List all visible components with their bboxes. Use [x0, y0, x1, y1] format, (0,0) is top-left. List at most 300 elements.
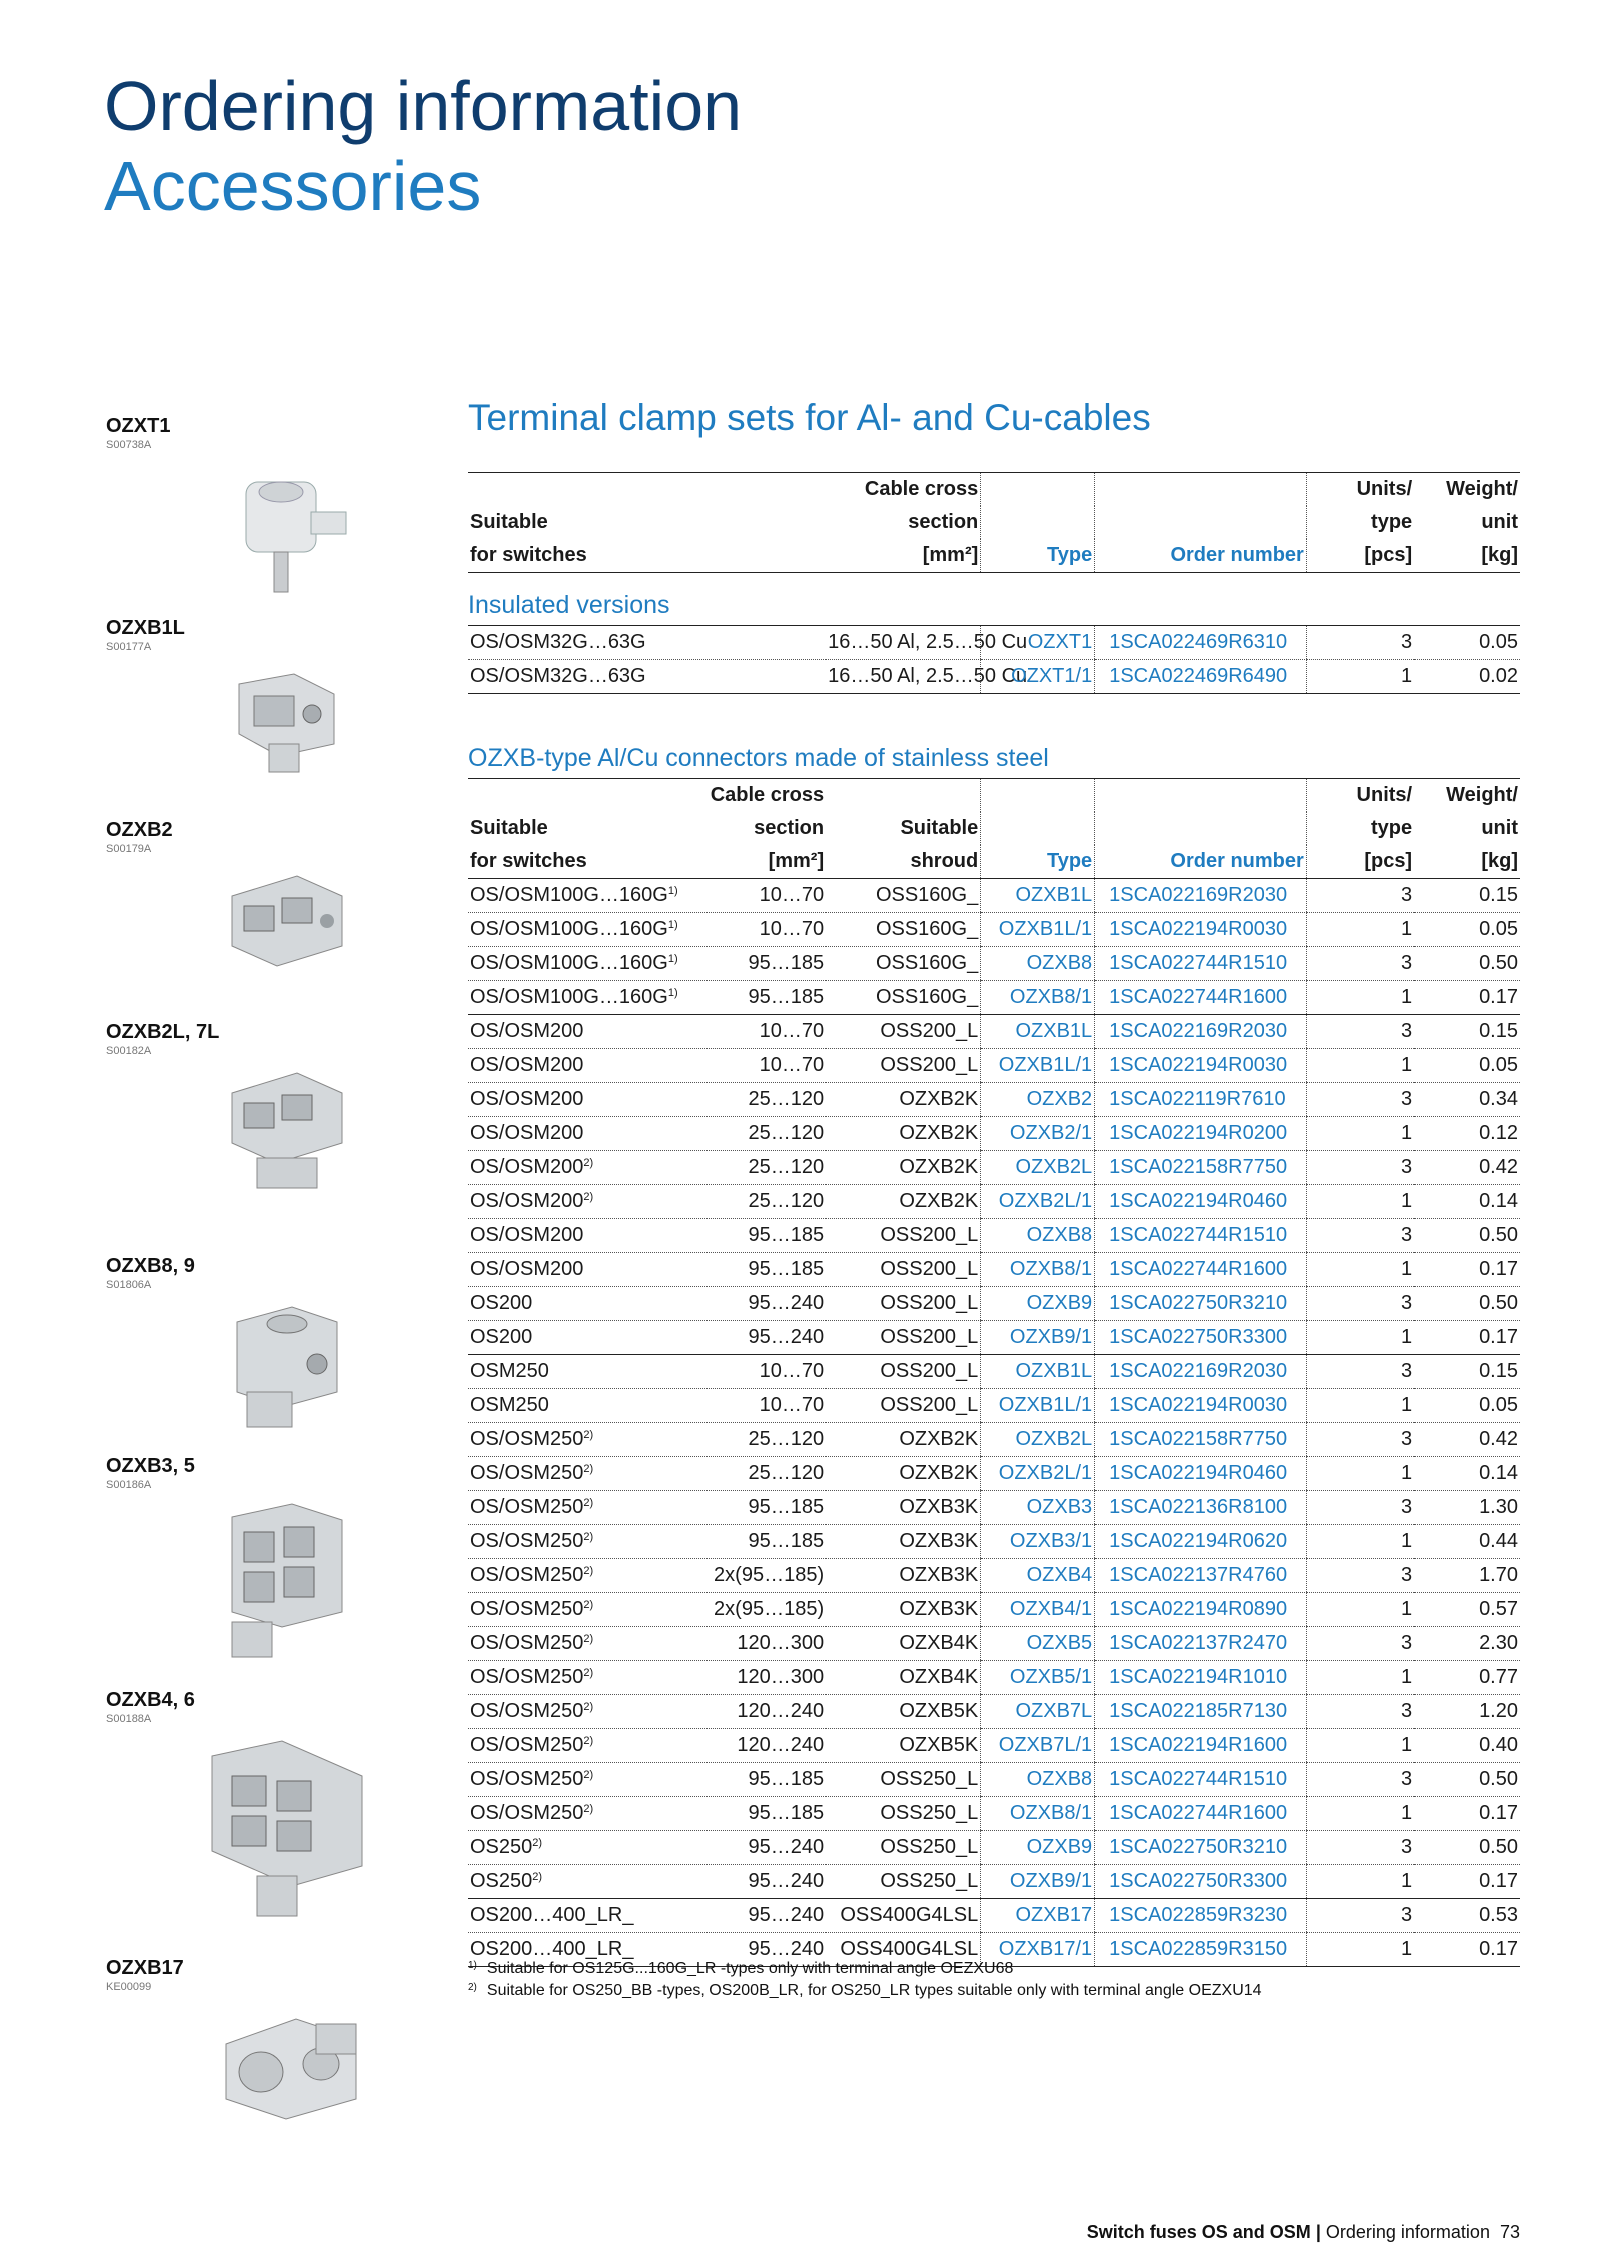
switch-name: OS250 [470, 1836, 533, 1858]
cell-weight: 0.53 [1414, 1899, 1520, 1933]
header-row [468, 812, 1520, 845]
cell-switch [468, 1015, 707, 1049]
cell-section: 16…50 Al, 2.5…50 Cu [826, 626, 981, 660]
header-cell: for switches [468, 539, 826, 573]
footnote-ref: 2) [583, 1803, 594, 1815]
header-cell: Suitable [900, 817, 979, 839]
cell-switch: OS/OSM32G…63G [468, 626, 826, 660]
cell-switch [468, 1661, 707, 1695]
footnote-ref: 2) [583, 1735, 594, 1747]
cell-shroud: OZXB2K [826, 1151, 981, 1185]
cell-switch [468, 1117, 707, 1151]
table-row [468, 1355, 1520, 1389]
table-row [468, 1729, 1520, 1763]
connector-image [222, 1302, 352, 1432]
header-cell: Suitable [470, 511, 548, 533]
cell-order-number: 1SCA022194R1010 [1095, 1661, 1307, 1695]
cell-section: 95…185 [707, 1219, 826, 1253]
cell-type: OZXB2L/1 [981, 1457, 1095, 1491]
cell-weight: 0.05 [1414, 626, 1520, 660]
switch-name: OS/OSM250 [470, 1462, 584, 1484]
cell-type: OZXB2L/1 [981, 1185, 1095, 1219]
cell-order-number: 1SCA022750R3300 [1095, 1321, 1307, 1355]
cell-switch [468, 1423, 707, 1457]
cell-type: OZXB1L [981, 879, 1095, 913]
cell-switch [468, 947, 707, 981]
cell-shroud: OSS400G4LSL [826, 1899, 981, 1933]
cell-type: OZXB9/1 [981, 1321, 1095, 1355]
cell-units: 3 [1306, 1083, 1414, 1117]
cell-weight: 0.50 [1414, 1831, 1520, 1865]
cell-section: 120…240 [707, 1729, 826, 1763]
header-cell [468, 473, 826, 507]
product-code: S00179A [106, 843, 152, 855]
cell-switch [468, 1831, 707, 1865]
cell-order-number: 1SCA022194R1600 [1095, 1729, 1307, 1763]
footnote-ref: 1) [667, 953, 678, 965]
header-row [468, 779, 1520, 813]
cell-shroud: OZXB2K [826, 1117, 981, 1151]
cell-weight: 0.14 [1414, 1185, 1520, 1219]
table-row [468, 1491, 1520, 1525]
cell-shroud: OZXB3K [826, 1559, 981, 1593]
table-row [468, 1287, 1520, 1321]
switch-name: OS/OSM100G…160G [470, 918, 668, 940]
cell-order-number: 1SCA022744R1600 [1095, 1253, 1307, 1287]
header-cell [1095, 506, 1307, 539]
cell-type: OZXB8 [981, 947, 1095, 981]
footer-separator: | [1315, 2222, 1321, 2242]
header-cell: shroud [826, 845, 981, 879]
header-cell: Weight/ [1414, 473, 1520, 507]
switch-name: OS/OSM250 [470, 1428, 584, 1450]
switch-name: OS/OSM100G…160G [470, 986, 668, 1008]
footnote-mark: 2) [468, 1982, 477, 1993]
cell-weight: 0.50 [1414, 1763, 1520, 1797]
header-cell [1095, 812, 1307, 845]
cell-switch [468, 1491, 707, 1525]
cell-weight: 0.12 [1414, 1117, 1520, 1151]
cell-order-number: 1SCA022185R7130 [1095, 1695, 1307, 1729]
cell-order-number: 1SCA022744R1510 [1095, 947, 1307, 981]
cell-units: 3 [1306, 1015, 1414, 1049]
switch-name: OS/OSM200 [470, 1190, 584, 1212]
cell-section: 10…70 [707, 1049, 826, 1083]
cell-weight: 0.05 [1414, 913, 1520, 947]
cell-switch [468, 1219, 707, 1253]
cell-switch [468, 1593, 707, 1627]
cell-weight: 0.50 [1414, 1219, 1520, 1253]
table-row [468, 1899, 1520, 1933]
product-name: OZXB2L, 7L [106, 1021, 220, 1043]
cell-order-number: 1SCA022859R3150 [1095, 1933, 1307, 1967]
footnote-ref: 2) [583, 1565, 594, 1577]
cell-shroud: OSS200_L [826, 1355, 981, 1389]
header-cell [826, 779, 981, 813]
header-cell: [pcs] [1306, 539, 1414, 573]
cell-section: 95…240 [707, 1831, 826, 1865]
cell-weight: 0.42 [1414, 1423, 1520, 1457]
cell-units: 3 [1306, 947, 1414, 981]
connector-image [222, 866, 352, 976]
header-row [468, 539, 1520, 573]
cell-order-number: 1SCA022119R7610 [1095, 1083, 1307, 1117]
cell-units: 3 [1306, 1627, 1414, 1661]
insulated-subtitle: Insulated versions [468, 585, 1520, 626]
cell-units: 1 [1306, 1049, 1414, 1083]
header-row [468, 473, 1520, 507]
cell-switch [468, 1865, 707, 1899]
title-line-1: Ordering information [104, 67, 743, 145]
cell-shroud: OSS200_L [826, 1049, 981, 1083]
header-cell: [mm²] [826, 539, 981, 573]
cell-order-number: 1SCA022194R0030 [1095, 913, 1307, 947]
cell-type: OZXB4/1 [981, 1593, 1095, 1627]
switch-name: OS200…400_LR_ [470, 1904, 634, 1926]
cell-weight: 0.15 [1414, 1355, 1520, 1389]
cell-weight: 0.17 [1414, 1865, 1520, 1899]
cell-type: OZXB9 [981, 1831, 1095, 1865]
switch-name: OS/OSM200 [470, 1258, 584, 1280]
cell-type: OZXB17/1 [981, 1933, 1095, 1967]
cell-order-number: 1SCA022158R7750 [1095, 1423, 1307, 1457]
cell-order-number: 1SCA022137R4760 [1095, 1559, 1307, 1593]
cell-weight: 0.17 [1414, 1797, 1520, 1831]
table-row [468, 913, 1520, 947]
cell-weight: 0.17 [1414, 1253, 1520, 1287]
footnote-ref: 1) [667, 885, 678, 897]
cell-switch [468, 1049, 707, 1083]
cell-order-number: 1SCA022194R0620 [1095, 1525, 1307, 1559]
cell-switch [468, 1763, 707, 1797]
cell-switch [468, 1899, 707, 1933]
cell-units: 1 [1306, 1933, 1414, 1967]
cell-shroud: OZXB2K [826, 1457, 981, 1491]
cell-weight: 0.05 [1414, 1049, 1520, 1083]
cell-shroud: OZXB4K [826, 1661, 981, 1695]
product-ozxb2l-7l [106, 1020, 316, 1193]
cell-type: OZXB7L/1 [981, 1729, 1095, 1763]
insulated-table [468, 472, 1520, 694]
cell-section: 95…185 [707, 1253, 826, 1287]
footer-section: Ordering information [1325, 2222, 1490, 2242]
cell-type: OZXB5 [981, 1627, 1095, 1661]
connector-image [206, 2004, 366, 2134]
header-cell: [kg] [1414, 539, 1520, 573]
cell-weight: 1.70 [1414, 1559, 1520, 1593]
product-ozxb1l [106, 616, 316, 774]
header-cell: Suitable [470, 817, 548, 839]
footnote-ref: 2) [583, 1429, 594, 1441]
cell-order-number: 1SCA022169R2030 [1095, 879, 1307, 913]
cell-shroud: OZXB5K [826, 1729, 981, 1763]
connector-image [224, 664, 354, 774]
cell-order-number: 1SCA022158R7750 [1095, 1151, 1307, 1185]
product-name: OZXB8, 9 [106, 1255, 195, 1277]
cell-order-number: 1SCA022194R0030 [1095, 1389, 1307, 1423]
product-code: S00738A [106, 439, 152, 451]
cell-weight: 0.34 [1414, 1083, 1520, 1117]
cell-weight: 0.17 [1414, 1321, 1520, 1355]
switch-name: OS200…400_LR_ [470, 1938, 634, 1960]
cell-weight: 0.15 [1414, 879, 1520, 913]
footnote-2 [468, 1980, 1262, 2002]
cell-type: OZXB8 [981, 1763, 1095, 1797]
product-name: OZXB1L [106, 617, 185, 639]
cell-weight: 1.30 [1414, 1491, 1520, 1525]
footnote-mark: 1) [468, 1960, 477, 1971]
cell-order-number: 1SCA022469R6310 [1095, 626, 1307, 660]
cell-section: 120…300 [707, 1661, 826, 1695]
header-row [468, 845, 1520, 879]
product-name: OZXT1 [106, 415, 171, 437]
table-row [468, 1695, 1520, 1729]
cell-section: 120…300 [707, 1627, 826, 1661]
footnote-ref: 2) [583, 1191, 594, 1203]
cell-switch [468, 1797, 707, 1831]
table-row [468, 1219, 1520, 1253]
switch-name: OS/OSM250 [470, 1496, 584, 1518]
connector-image [202, 1736, 372, 1926]
cell-type: OZXB1L/1 [981, 1389, 1095, 1423]
header-cell: [mm²] [707, 845, 826, 879]
cell-section: 2x(95…185) [707, 1593, 826, 1627]
cell-units: 1 [1306, 913, 1414, 947]
cell-units: 3 [1306, 879, 1414, 913]
product-name: OZXB2 [106, 819, 173, 841]
cell-units: 1 [1306, 1525, 1414, 1559]
cell-shroud: OZXB2K [826, 1083, 981, 1117]
cell-shroud: OSS200_L [826, 1389, 981, 1423]
cell-weight: 0.17 [1414, 981, 1520, 1015]
cell-weight: 0.02 [1414, 660, 1520, 694]
header-cell: Type [981, 845, 1095, 879]
cell-switch [468, 1083, 707, 1117]
switch-name: OS/OSM250 [470, 1734, 584, 1756]
cell-section: 95…240 [707, 1865, 826, 1899]
footnote-ref: 2) [583, 1599, 594, 1611]
cell-units: 3 [1306, 1423, 1414, 1457]
cell-weight: 0.57 [1414, 1593, 1520, 1627]
cell-switch [468, 1389, 707, 1423]
table-row [468, 879, 1520, 913]
cell-units: 3 [1306, 1695, 1414, 1729]
cell-shroud: OSS250_L [826, 1865, 981, 1899]
product-code: S00182A [106, 1045, 152, 1057]
table-row [468, 947, 1520, 981]
cell-section: 25…120 [707, 1151, 826, 1185]
cell-section: 95…240 [707, 1321, 826, 1355]
cell-weight: 0.17 [1414, 1933, 1520, 1967]
cell-units: 3 [1306, 1151, 1414, 1185]
cell-switch [468, 1253, 707, 1287]
cell-section: 25…120 [707, 1457, 826, 1491]
cell-section: 95…185 [707, 947, 826, 981]
cell-units: 3 [1306, 1287, 1414, 1321]
header-cell: Weight/ [1446, 784, 1518, 806]
footnote-ref: 2) [583, 1769, 594, 1781]
switch-name: OSM250 [470, 1394, 549, 1416]
footnote-ref: 1) [667, 919, 678, 931]
page-number: 73 [1499, 2222, 1520, 2242]
header-cell: Units/ [1306, 779, 1414, 813]
cell-shroud: OZXB3K [826, 1593, 981, 1627]
product-code: S01806A [106, 1279, 152, 1291]
table-row [468, 1593, 1520, 1627]
cell-units: 1 [1306, 981, 1414, 1015]
cell-section: 95…240 [707, 1287, 826, 1321]
cell-shroud: OSS200_L [826, 1015, 981, 1049]
cell-switch [468, 1185, 707, 1219]
cell-type: OZXB2 [981, 1083, 1095, 1117]
cell-section: 10…70 [707, 1355, 826, 1389]
table-row [468, 1321, 1520, 1355]
cell-type: OZXB17 [981, 1899, 1095, 1933]
table-row [468, 1865, 1520, 1899]
cell-units: 1 [1306, 1117, 1414, 1151]
cell-section: 95…240 [707, 1933, 826, 1967]
cell-units: 1 [1306, 1457, 1414, 1491]
cell-order-number: 1SCA022194R0200 [1095, 1117, 1307, 1151]
cell-section: 25…120 [707, 1083, 826, 1117]
table-row [468, 1661, 1520, 1695]
switch-name: OS/OSM200 [470, 1088, 584, 1110]
table-row [468, 626, 1520, 660]
cell-order-number: 1SCA022194R0460 [1095, 1457, 1307, 1491]
cell-order-number: 1SCA022744R1600 [1095, 1797, 1307, 1831]
section-title: Terminal clamp sets for Al- and Cu-cables [468, 397, 1151, 438]
cell-units: 1 [1306, 1865, 1414, 1899]
switch-name: OS/OSM250 [470, 1768, 584, 1790]
switch-name: OS/OSM250 [470, 1530, 584, 1552]
cell-shroud: OZXB5K [826, 1695, 981, 1729]
cell-units: 3 [1306, 1219, 1414, 1253]
table-row [468, 1525, 1520, 1559]
cell-shroud: OZXB4K [826, 1627, 981, 1661]
connectors-table [468, 738, 1520, 1967]
cell-type: OZXB3 [981, 1491, 1095, 1525]
switch-name: OS/OSM250 [470, 1632, 584, 1654]
cell-switch [468, 1321, 707, 1355]
cell-type: OZXB9 [981, 1287, 1095, 1321]
cell-order-number: 1SCA022750R3300 [1095, 1865, 1307, 1899]
footnote-ref: 2) [583, 1157, 594, 1169]
header-cell: [pcs] [1306, 845, 1414, 879]
cell-order-number: 1SCA022750R3210 [1095, 1831, 1307, 1865]
cell-type: OZXB3/1 [981, 1525, 1095, 1559]
cell-shroud: OZXB2K [826, 1185, 981, 1219]
cell-order-number: 1SCA022859R3230 [1095, 1899, 1307, 1933]
cell-shroud: OZXB3K [826, 1491, 981, 1525]
cell-switch [468, 1355, 707, 1389]
product-code: S00177A [106, 641, 152, 653]
footnote-text: Suitable for OS250_BB -types, OS200B_LR, for OS250_LR types suitable only with terminal angle OEZXU14 [486, 1982, 1262, 1999]
cell-section: 95…240 [707, 1899, 826, 1933]
header-cell: unit [1481, 511, 1518, 533]
cell-type: OZXB7L [981, 1695, 1095, 1729]
cell-type: OZXB1L/1 [981, 1049, 1095, 1083]
footnote-ref: 2) [583, 1667, 594, 1679]
cell-section: 95…185 [707, 981, 826, 1015]
switch-name: OS200 [470, 1292, 533, 1314]
cell-switch [468, 1151, 707, 1185]
cell-section: 10…70 [707, 1015, 826, 1049]
cell-units: 1 [1306, 660, 1414, 694]
cell-weight: 0.40 [1414, 1729, 1520, 1763]
table-row [468, 660, 1520, 694]
table-row [468, 981, 1520, 1015]
cell-order-number: 1SCA022194R0460 [1095, 1185, 1307, 1219]
cell-section: 25…120 [707, 1423, 826, 1457]
cell-type: OZXB5/1 [981, 1661, 1095, 1695]
cell-order-number: 1SCA022136R8100 [1095, 1491, 1307, 1525]
header-cell: Cable cross [710, 784, 825, 806]
header-cell: Order number [1095, 539, 1307, 573]
switch-name: OSM250 [470, 1360, 549, 1382]
header-row [468, 506, 1520, 539]
cell-type: OZXB8/1 [981, 1797, 1095, 1831]
cell-units: 1 [1306, 1185, 1414, 1219]
cell-switch [468, 1287, 707, 1321]
cell-weight: 0.42 [1414, 1151, 1520, 1185]
cell-units: 1 [1306, 1321, 1414, 1355]
cell-type: OZXB8/1 [981, 1253, 1095, 1287]
footnote-ref: 2) [583, 1497, 594, 1509]
connectors-subtitle: OZXB-type Al/Cu connectors made of stainless steel [468, 738, 1520, 779]
header-cell [981, 506, 1095, 539]
terminal-clamp-image [226, 462, 356, 612]
cell-switch: OS/OSM32G…63G [468, 660, 826, 694]
cell-switch [468, 981, 707, 1015]
connector-image [222, 1068, 352, 1193]
title-line-2: Accessories [104, 147, 482, 225]
cell-shroud: OSS200_L [826, 1287, 981, 1321]
cell-type: OZXB1L [981, 1015, 1095, 1049]
header-cell: unit [1481, 817, 1518, 839]
cell-order-number: 1SCA022469R6490 [1095, 660, 1307, 694]
table-row [468, 1559, 1520, 1593]
cell-type: OZXB4 [981, 1559, 1095, 1593]
connector-image [222, 1502, 352, 1662]
cell-type: OZXT1 [981, 626, 1095, 660]
table-row [468, 1083, 1520, 1117]
cell-units: 3 [1306, 1763, 1414, 1797]
cell-shroud: OZXB2K [826, 1423, 981, 1457]
cell-section: 95…185 [707, 1763, 826, 1797]
cell-order-number: 1SCA022744R1510 [1095, 1763, 1307, 1797]
footer-title: Switch fuses OS and OSM [1086, 2222, 1311, 2242]
header-cell: Cable cross [826, 473, 981, 507]
table-row [468, 1117, 1520, 1151]
cell-weight: 0.77 [1414, 1661, 1520, 1695]
cell-section: 16…50 Al, 2.5…50 Cu [826, 660, 981, 694]
product-ozxb8-9 [106, 1254, 316, 1432]
header-cell: type [1306, 812, 1414, 845]
header-cell: section [754, 817, 825, 839]
cell-shroud: OSS160G_ [826, 913, 981, 947]
cell-weight: 0.50 [1414, 1287, 1520, 1321]
cell-section: 10…70 [707, 879, 826, 913]
footnote-ref: 1) [667, 987, 678, 999]
table-row [468, 1831, 1520, 1865]
switch-name: OS/OSM250 [470, 1802, 584, 1824]
cell-units: 3 [1306, 1899, 1414, 1933]
cell-shroud: OSS200_L [826, 1219, 981, 1253]
cell-units: 1 [1306, 1729, 1414, 1763]
cell-type: OZXB9/1 [981, 1865, 1095, 1899]
cell-type: OZXB8/1 [981, 981, 1095, 1015]
cell-section: 25…120 [707, 1185, 826, 1219]
